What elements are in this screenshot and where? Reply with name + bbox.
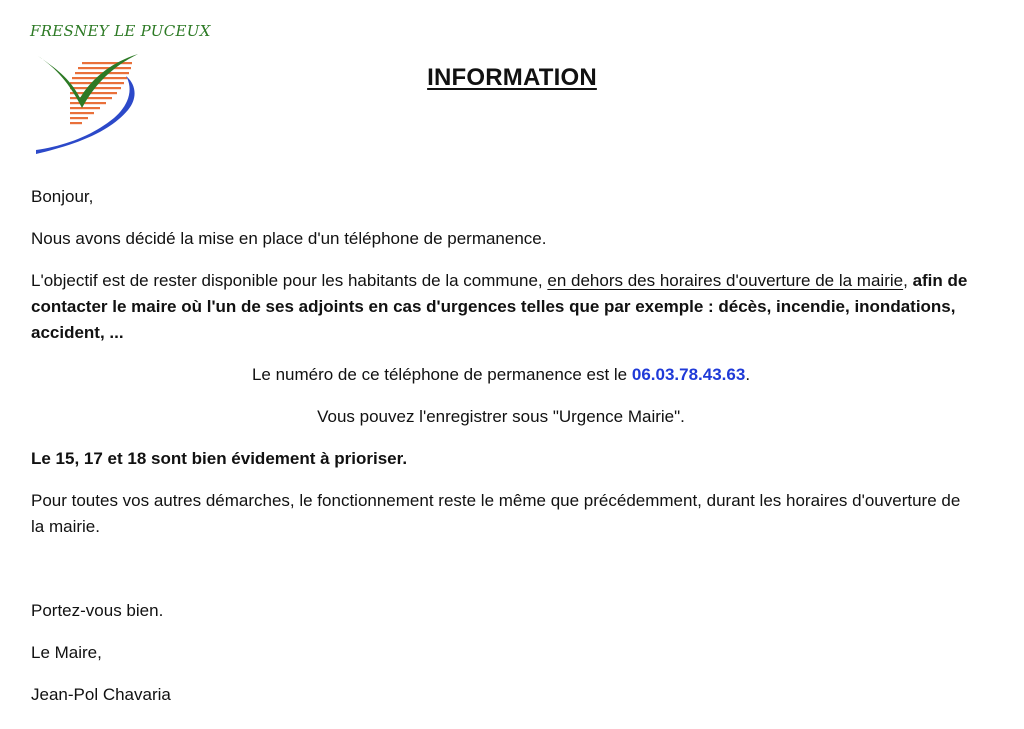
logo-text: FRESNEY LE PUCEUX [30, 22, 211, 40]
phone-number: 06.03.78.43.63 [631, 365, 746, 384]
priority-numbers-paragraph: Le 15, 17 et 18 sont bien évidement à prioriser. [31, 449, 408, 468]
phone-number-paragraph [31, 362, 971, 388]
save-as-paragraph: Vous pouvez l'enregistrer sous "Urgence Mairie". [317, 407, 685, 426]
objective-comma: , [903, 271, 913, 290]
municipality-logo [30, 22, 211, 162]
other-procedures-paragraph: Pour toutes vos autres démarches, le fonctionnement reste le même que précédemment, durant les horaires d'ouverture de la mairie. [31, 491, 961, 536]
signature-name: Jean-Pol Chavaria [31, 685, 171, 704]
page-title: INFORMATION [427, 64, 597, 91]
intro-paragraph: Nous avons décidé la mise en place d'un téléphone de permanence. [31, 229, 547, 248]
objective-emergency-bold: afin de contacter le maire où l'un de ses adjoints en cas d'urgences telles que par exemple : décès, incendie, inondations, accident, ... [31, 271, 968, 342]
opening-hours-underlined: en dehors des horaires d'ouverture de la mairie [547, 271, 904, 290]
letter-body [31, 184, 971, 708]
greeting: Bonjour, [31, 187, 94, 206]
signoff-line: Le Maire, [31, 643, 102, 662]
phone-number-end: . [745, 365, 751, 384]
objective-start: L'objectif est de rester disponible pour les habitants de la commune, [31, 271, 548, 290]
objective-paragraph [31, 268, 971, 346]
phone-number-intro: Le numéro de ce téléphone de permanence est le [251, 365, 632, 384]
closing-line: Portez-vous bien. [31, 601, 164, 620]
